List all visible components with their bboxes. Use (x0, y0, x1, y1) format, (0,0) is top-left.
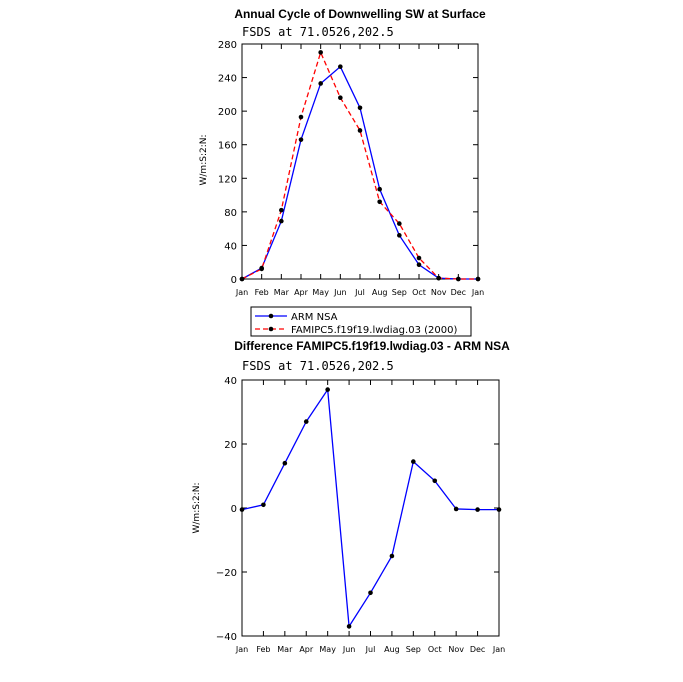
data-point (299, 137, 304, 142)
x-tick-label: Dec (469, 645, 486, 654)
legend-marker (269, 314, 274, 319)
data-point (347, 624, 352, 629)
data-point (358, 128, 363, 133)
data-point (259, 267, 264, 272)
x-tick-label: Apr (294, 288, 308, 297)
x-tick-label: Jun (334, 288, 347, 297)
annual-cycle-chart (199, 7, 486, 336)
data-point (325, 387, 330, 392)
y-axis-label: W/m:S:2:N: (199, 134, 209, 186)
y-tick-label: 40 (224, 376, 237, 387)
y-tick-label: 0 (230, 504, 237, 515)
y-axis-label: W/m:S:2:N: (192, 482, 202, 534)
y-tick-label: 80 (224, 207, 237, 219)
data-point (475, 507, 480, 512)
x-tick-label: Sep (391, 288, 407, 297)
chart-title: Difference FAMIPC5.f19f19.lwdiag.03 - ARM NSA (234, 339, 510, 353)
y-tick-label: −20 (215, 568, 237, 579)
x-tick-label: Aug (371, 288, 388, 297)
data-point (476, 277, 481, 282)
x-tick-label: Oct (427, 645, 442, 654)
data-point (432, 479, 437, 484)
chart-subtitle: FSDS at 71.0526,202.5 (242, 25, 394, 39)
y-tick-label: 200 (217, 107, 237, 119)
y-tick-label: 280 (217, 40, 237, 51)
data-point (417, 262, 422, 267)
data-point (411, 459, 416, 464)
data-point (397, 221, 402, 226)
legend-marker (269, 327, 274, 332)
y-tick-label: −40 (215, 632, 237, 643)
y-tick-label: 120 (217, 174, 237, 186)
data-point (279, 208, 284, 213)
x-tick-label: Jun (342, 645, 356, 654)
x-tick-label: Jan (492, 645, 506, 654)
data-point (318, 50, 323, 55)
data-point (397, 233, 402, 238)
chart-title: Annual Cycle of Downwelling SW at Surface (234, 7, 486, 21)
data-point (283, 461, 288, 466)
data-point (304, 419, 309, 424)
x-tick-label: Nov (448, 645, 464, 654)
y-tick-label: 0 (230, 275, 237, 286)
series-line (242, 52, 478, 279)
data-point (456, 277, 461, 282)
data-point (368, 591, 373, 596)
plot-frame (242, 380, 499, 636)
x-tick-label: Mar (277, 645, 293, 654)
data-point (338, 64, 343, 69)
x-tick-label: Jan (235, 645, 249, 654)
plot-frame (242, 44, 478, 279)
legend (251, 307, 471, 336)
y-tick-label: 40 (224, 241, 237, 253)
data-point (338, 95, 343, 100)
legend-entry: FAMIPC5.f19f19.lwdiag.03 (2000) (291, 325, 458, 336)
data-point (377, 199, 382, 204)
y-tick-label: 240 (217, 73, 237, 85)
legend-entry: ARM NSA (291, 312, 338, 323)
series-line (242, 67, 478, 279)
x-tick-label: Sep (405, 645, 421, 654)
data-point (279, 219, 284, 224)
x-tick-label: Jul (365, 645, 376, 654)
x-tick-label: Dec (450, 288, 467, 297)
data-point (454, 507, 459, 512)
x-tick-label: Oct (412, 288, 426, 297)
x-tick-label: Feb (256, 645, 271, 654)
x-tick-label: Jan (471, 288, 485, 297)
data-point (358, 105, 363, 110)
x-tick-label: Jul (355, 288, 365, 297)
x-tick-label: Mar (273, 288, 289, 297)
x-tick-label: Apr (299, 645, 314, 654)
data-point (240, 507, 245, 512)
data-point (318, 81, 323, 86)
data-point (377, 187, 382, 192)
data-point (261, 503, 266, 508)
x-tick-label: Feb (254, 288, 269, 297)
data-point (436, 276, 441, 281)
difference-chart (192, 339, 510, 654)
y-tick-label: 20 (224, 440, 237, 451)
x-tick-label: Nov (430, 288, 447, 297)
x-tick-label: May (312, 288, 329, 297)
data-point (390, 554, 395, 559)
x-tick-label: May (319, 645, 336, 654)
chart-subtitle: FSDS at 71.0526,202.5 (242, 359, 394, 373)
data-point (497, 507, 502, 512)
data-point (417, 256, 422, 261)
data-point (240, 277, 245, 282)
data-point (299, 115, 304, 120)
x-tick-label: Aug (384, 645, 400, 654)
x-tick-label: Jan (235, 288, 249, 297)
y-tick-label: 160 (217, 140, 237, 152)
